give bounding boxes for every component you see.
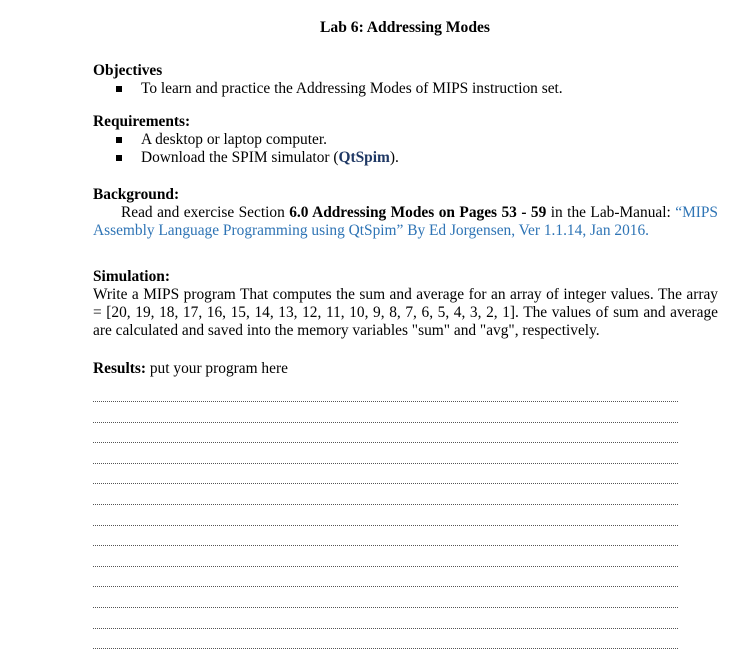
list-item bbox=[93, 80, 718, 98]
simulation-heading: Simulation: bbox=[93, 268, 170, 285]
objective-text: To learn and practice the Addressing Modes of MIPS instruction set. bbox=[141, 80, 563, 97]
answer-line[interactable] bbox=[93, 471, 678, 484]
background-paragraph bbox=[93, 204, 718, 240]
answer-line[interactable] bbox=[93, 513, 678, 526]
requirement-text-suffix: ). bbox=[389, 149, 399, 166]
background-section-ref: 6.0 Addressing Modes on Pages 53 - 59 bbox=[289, 204, 547, 221]
answer-line[interactable] bbox=[93, 533, 678, 546]
background-text: Read and exercise Section bbox=[121, 204, 290, 221]
requirement-text-prefix: Download the SPIM simulator ( bbox=[141, 149, 339, 166]
objectives-heading: Objectives bbox=[93, 62, 163, 79]
answer-line[interactable] bbox=[93, 595, 678, 608]
answer-line[interactable] bbox=[93, 451, 678, 464]
answer-line[interactable] bbox=[93, 410, 678, 423]
results-text: put your program here bbox=[146, 360, 288, 377]
simulator-name: QtSpim bbox=[338, 149, 390, 166]
square-bullet-icon bbox=[116, 86, 122, 92]
results-heading: Results: bbox=[93, 360, 147, 377]
requirements-section bbox=[93, 113, 718, 167]
answer-line[interactable] bbox=[93, 554, 678, 567]
answer-line[interactable] bbox=[93, 574, 678, 587]
requirements-list bbox=[93, 131, 718, 167]
list-item bbox=[93, 149, 718, 167]
results-section bbox=[93, 360, 718, 378]
objectives-list bbox=[93, 80, 718, 98]
answer-line[interactable] bbox=[93, 616, 678, 629]
page-title: Lab 6: Addressing Modes bbox=[320, 19, 490, 36]
background-section bbox=[93, 186, 718, 240]
objectives-section bbox=[93, 62, 718, 98]
requirement-text: A desktop or laptop computer. bbox=[141, 131, 327, 148]
square-bullet-icon bbox=[116, 155, 122, 161]
background-heading: Background: bbox=[93, 186, 180, 203]
answer-lines[interactable] bbox=[93, 389, 678, 657]
requirements-heading: Requirements: bbox=[93, 113, 191, 130]
answer-line[interactable] bbox=[93, 430, 678, 443]
simulation-text: Write a MIPS program That computes the sum and average for an array of integer values. The array = [20, 19, 18, 17, 16, 15, 14, 13, 12, 11, 10, 9, 8, 7, 6, 5, 4, 3, 2, 1]. The values of sum and average are calculated and saved into the memory variables "sum" and "avg", respectively. bbox=[93, 286, 718, 339]
simulation-section bbox=[93, 268, 718, 340]
answer-line[interactable] bbox=[93, 636, 678, 649]
answer-line[interactable] bbox=[93, 389, 678, 402]
square-bullet-icon bbox=[116, 137, 122, 143]
background-text-2: in the Lab-Manual: bbox=[546, 204, 676, 221]
lab-manual-link[interactable]: “MIPS Assembly Language Programming using QtSpim” By Ed Jorgensen, Ver 1.1.14, Jan 2016. bbox=[93, 204, 718, 239]
answer-line[interactable] bbox=[93, 492, 678, 505]
list-item bbox=[93, 131, 718, 149]
